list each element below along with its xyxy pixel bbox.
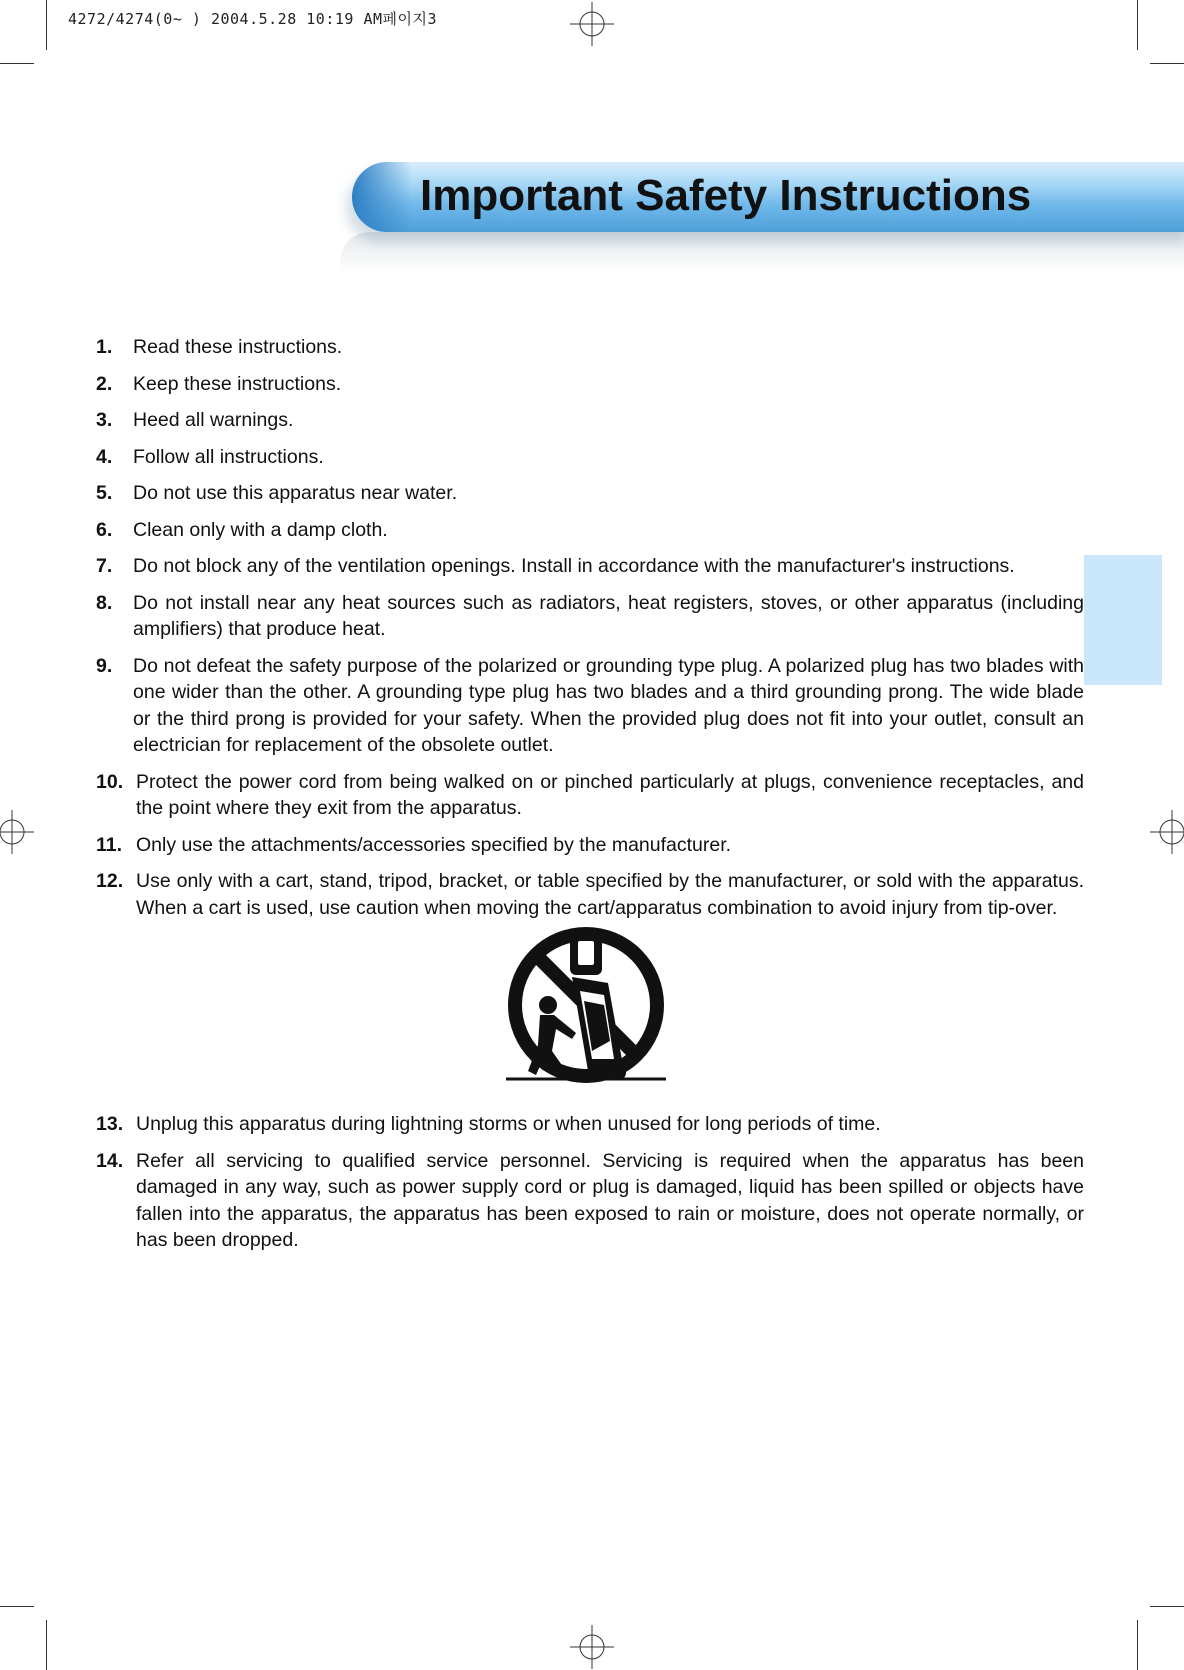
item-text: Clean only with a damp cloth. bbox=[133, 518, 388, 541]
item-number: 14. bbox=[96, 1149, 124, 1172]
crop-mark bbox=[1137, 1620, 1138, 1670]
item-number: 7. bbox=[96, 555, 113, 577]
item-text: Keep these instructions. bbox=[133, 372, 342, 395]
registration-mark-icon bbox=[1150, 810, 1184, 854]
item-text: Refer all servicing to qualified service personnel. Servicing is required when the apparatus has been damaged in any way, such as power supply cord or plug is damaged, liquid has been spilled or objects have fallen into the apparatus, the apparatus has been exposed to rain or moisture, does not operate normally, or has been dropped. bbox=[136, 1149, 1084, 1251]
item-text: Follow all instructions. bbox=[133, 445, 324, 468]
crop-mark bbox=[0, 1606, 34, 1607]
list-item bbox=[96, 1148, 1084, 1254]
list-item bbox=[96, 334, 1084, 361]
list-item bbox=[96, 480, 1084, 507]
list-item bbox=[96, 1111, 1084, 1138]
figure-container bbox=[96, 921, 1084, 1099]
list-item bbox=[96, 553, 1084, 580]
item-text: Use only with a cart, stand, tripod, bracket, or table specified by the manufacturer, or sold with the apparatus. When a cart is used, use caution when moving the cart/apparatus combination to avoid injury from tip-over. bbox=[136, 870, 1084, 919]
item-number: 10. bbox=[96, 770, 124, 793]
crop-mark bbox=[1137, 0, 1138, 50]
list-item bbox=[96, 517, 1084, 544]
item-number: 8. bbox=[96, 591, 113, 614]
item-number: 9. bbox=[96, 654, 113, 677]
crop-mark bbox=[1150, 1606, 1184, 1607]
item-text: Heed all warnings. bbox=[133, 409, 294, 431]
item-text: Do not use this apparatus near water. bbox=[133, 482, 458, 504]
instruction-list bbox=[96, 334, 1084, 1264]
crop-mark bbox=[1150, 63, 1184, 64]
item-text: Do not install near any heat sources such as radiators, heat registers, stoves, or other apparatus (including amplifiers) that produce heat. bbox=[133, 591, 1084, 640]
list-item bbox=[96, 653, 1084, 759]
crop-mark bbox=[0, 63, 34, 64]
item-number: 1. bbox=[96, 336, 113, 358]
item-number: 5. bbox=[96, 482, 113, 504]
page-title: Important Safety Instructions bbox=[420, 171, 1032, 220]
banner-shadow bbox=[340, 232, 1184, 274]
item-number: 13. bbox=[96, 1113, 124, 1135]
item-text: Unplug this apparatus during lightning storms or when unused for long periods of time. bbox=[136, 1113, 881, 1135]
registration-mark-icon bbox=[570, 1625, 614, 1669]
print-header: 4272/4274(0~ ) 2004.5.28 10:19 AM페이지3 bbox=[68, 10, 438, 28]
list-item bbox=[96, 832, 1084, 859]
item-text: Do not defeat the safety purpose of the polarized or grounding type plug. A polarized plug has two blades with one wider than the other. A grounding type plug has two blades and a third grounding prong. The wide blade or the third prong is provided for your safety. When the provided plug does not fit into your outlet, consult an electrician for replacement of the obsolete outlet. bbox=[133, 654, 1084, 756]
list-item bbox=[96, 371, 1084, 398]
item-number: 12. bbox=[96, 870, 124, 892]
section-tab bbox=[1084, 555, 1162, 685]
registration-mark-icon bbox=[570, 2, 614, 46]
crop-mark bbox=[46, 1620, 47, 1670]
item-number: 2. bbox=[96, 372, 113, 395]
registration-mark-icon bbox=[0, 810, 34, 854]
item-number: 3. bbox=[96, 409, 113, 431]
crop-mark bbox=[46, 0, 47, 50]
item-text: Read these instructions. bbox=[133, 336, 343, 358]
list-item bbox=[96, 769, 1084, 822]
item-text: Do not block any of the ventilation openings. Install in accordance with the manufacturer's instructions. bbox=[133, 555, 1015, 577]
list-item bbox=[96, 868, 1084, 921]
list-item bbox=[96, 407, 1084, 434]
item-text: Only use the attachments/accessories specified by the manufacturer. bbox=[136, 833, 732, 856]
cart-tip-over-warning-icon bbox=[500, 921, 680, 1091]
list-item bbox=[96, 444, 1084, 471]
item-number: 4. bbox=[96, 445, 113, 468]
list-item bbox=[96, 590, 1084, 643]
item-number: 11. bbox=[96, 833, 123, 856]
item-text: Protect the power cord from being walked on or pinched particularly at plugs, convenience receptacles, and the point where they exit from the apparatus. bbox=[136, 770, 1084, 819]
item-number: 6. bbox=[96, 518, 113, 541]
